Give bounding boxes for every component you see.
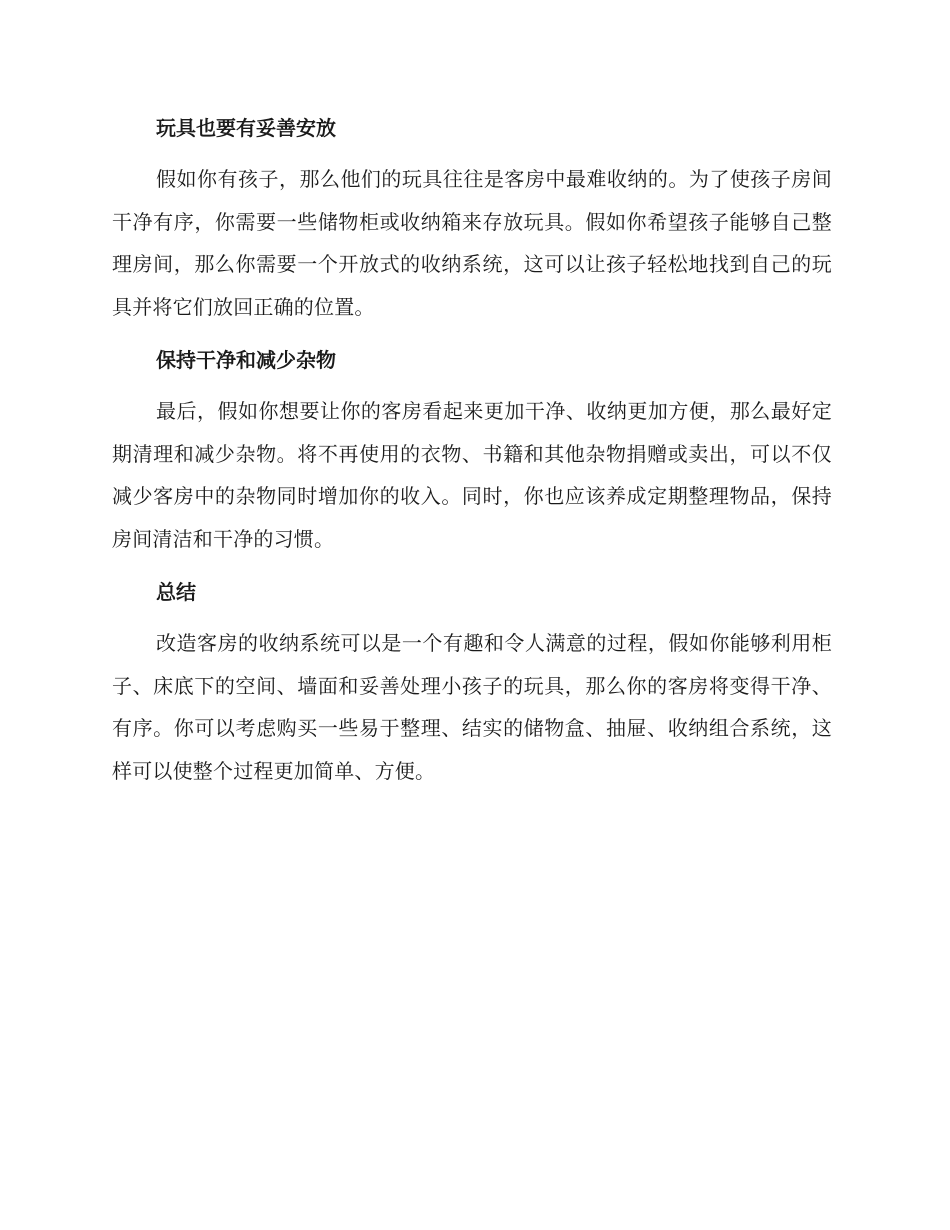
section-paragraph-toys: 假如你有孩子，那么他们的玩具往往是客房中最难收纳的。为了使孩子房间干净有序，你需要一些储物柜或收纳箱来存放玩具。假如你希望孩子能够自己整理房间，那么你需要一个开放式的收纳系统，这可以让孩子轻松地找到自己的玩具并将它们放回正确的位置。 xyxy=(112,167,832,319)
section-paragraph-summary: 改造客房的收纳系统可以是一个有趣和令人满意的过程，假如你能够利用柜子、床底下的空间、墙面和妥善处理小孩子的玩具，那么你的客房将变得干净、有序。你可以考虑购买一些易于整理、结实的储物盒、抽屉、收纳组合系统，这样可以使整个过程更加简单、方便。 xyxy=(112,631,832,783)
section-heading-declutter: 保持干净和减少杂物 xyxy=(156,348,336,372)
document-page xyxy=(112,108,832,804)
section-heading-summary: 总结 xyxy=(156,580,196,604)
section-paragraph-declutter: 最后，假如你想要让你的客房看起来更加干净、收纳更加方便，那么最好定期清理和减少杂物。将不再使用的衣物、书籍和其他杂物捐赠或卖出，可以不仅减少客房中的杂物同时增加你的收入。同时，你也应该养成定期整理物品，保持房间清洁和干净的习惯。 xyxy=(112,399,832,551)
section-heading-toys: 玩具也要有妥善安放 xyxy=(156,116,336,140)
